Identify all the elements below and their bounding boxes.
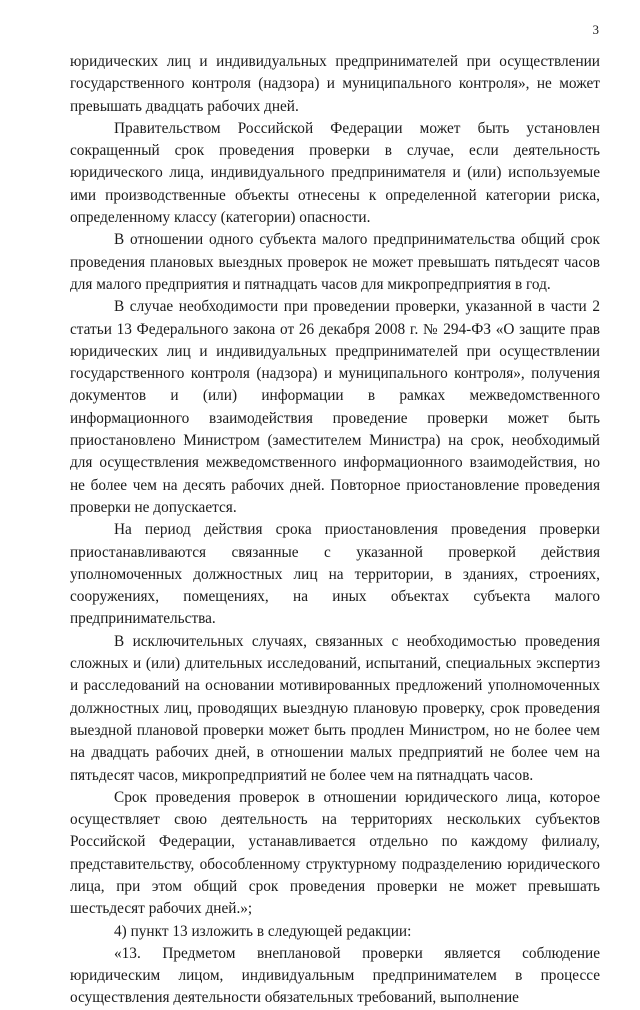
paragraph-small-business-limit: В отношении одного субъекта малого предпринимательства общий срок проведения плановых выездных проверок не может превышать пятьдесят часов для малого предприятия и пятнадцать часов для микропредприятия в год. [70,231,600,293]
page-number: 3 [592,22,599,37]
paragraph-item-13-start: «13. Предметом внеплановой проверки является соблюдение юридическим лицом, индивидуальным предпринимателем в процессе осуществления деятельности обязательных требований, выполнение [70,944,600,1007]
document-body [70,51,600,1010]
paragraph-suspension: В случае необходимости при проведении проверки, указанной в части 2 статьи 13 Федерального закона от 26 декабря 2008 г. № 294-ФЗ «О защите прав юридических лиц и индивидуальных предпринимателей при осуществлении государственного контроля (надзора) и муниципального контроля», получения документов и (или) информации в рамках межведомственного информационного взаимодействия проведение проверки может быть приостановлено Министром (заместителем Министра) на срок, необходимый для осуществления межведомственного информационного взаимодействия, но не более чем на десять рабочих дней. Повторное приостановление проведения проверки не допускается. [70,298,600,516]
paragraph-continuation: юридических лиц и индивидуальных предпринимателей при осуществлении государственного контроля (надзора) и муниципального контроля», не может превышать двадцать рабочих дней. [70,53,600,115]
paragraph-reduced-term: Правительством Российской Федерации может быть установлен сокращенный срок проведения проверки в случае, если деятельность юридического лица, индивидуального предпринимателя и (или) используемые ими производственные объекты отнесены к определенной категории риска, определенному классу (категории) опасности. [70,119,600,227]
paragraph-suspension-period: На период действия срока приостановления проведения проверки приостанавливаются связанные с указанной проверкой действия уполномоченных должностных лиц на территории, в зданиях, строениях, сооружениях, помещениях, на иных объектах субъекта малого предпринимательства. [70,521,600,628]
paragraph-multiregion-term: Срок проведения проверок в отношении юридического лица, которое осуществляет свою деятельность на территориях нескольких субъектов Российской Федерации, устанавливается отдельно по каждому филиалу, представительству, обособленному структурному подразделению юридического лица, при этом общий срок проведения проверки не может превышать шестьдесят рабочих дней.»; [70,788,600,918]
paragraph-extension: В исключительных случаях, связанных с необходимостью проведения сложных и (или) длительных исследований, испытаний, специальных экспертиз и расследований на основании мотивированных предложений уполномоченных должностных лиц, проводящих выездную плановую проверку, срок проведения выездной плановой проверки может быть продлен Министром, но не более чем на двадцать рабочих дней, в отношении малых предприятий не более чем на пятьдесят часов, микропредприятий не более чем на пятнадцать часов. [70,632,600,784]
paragraph-item-4: 4) пункт 13 изложить в следующей редакции: [114,922,412,940]
